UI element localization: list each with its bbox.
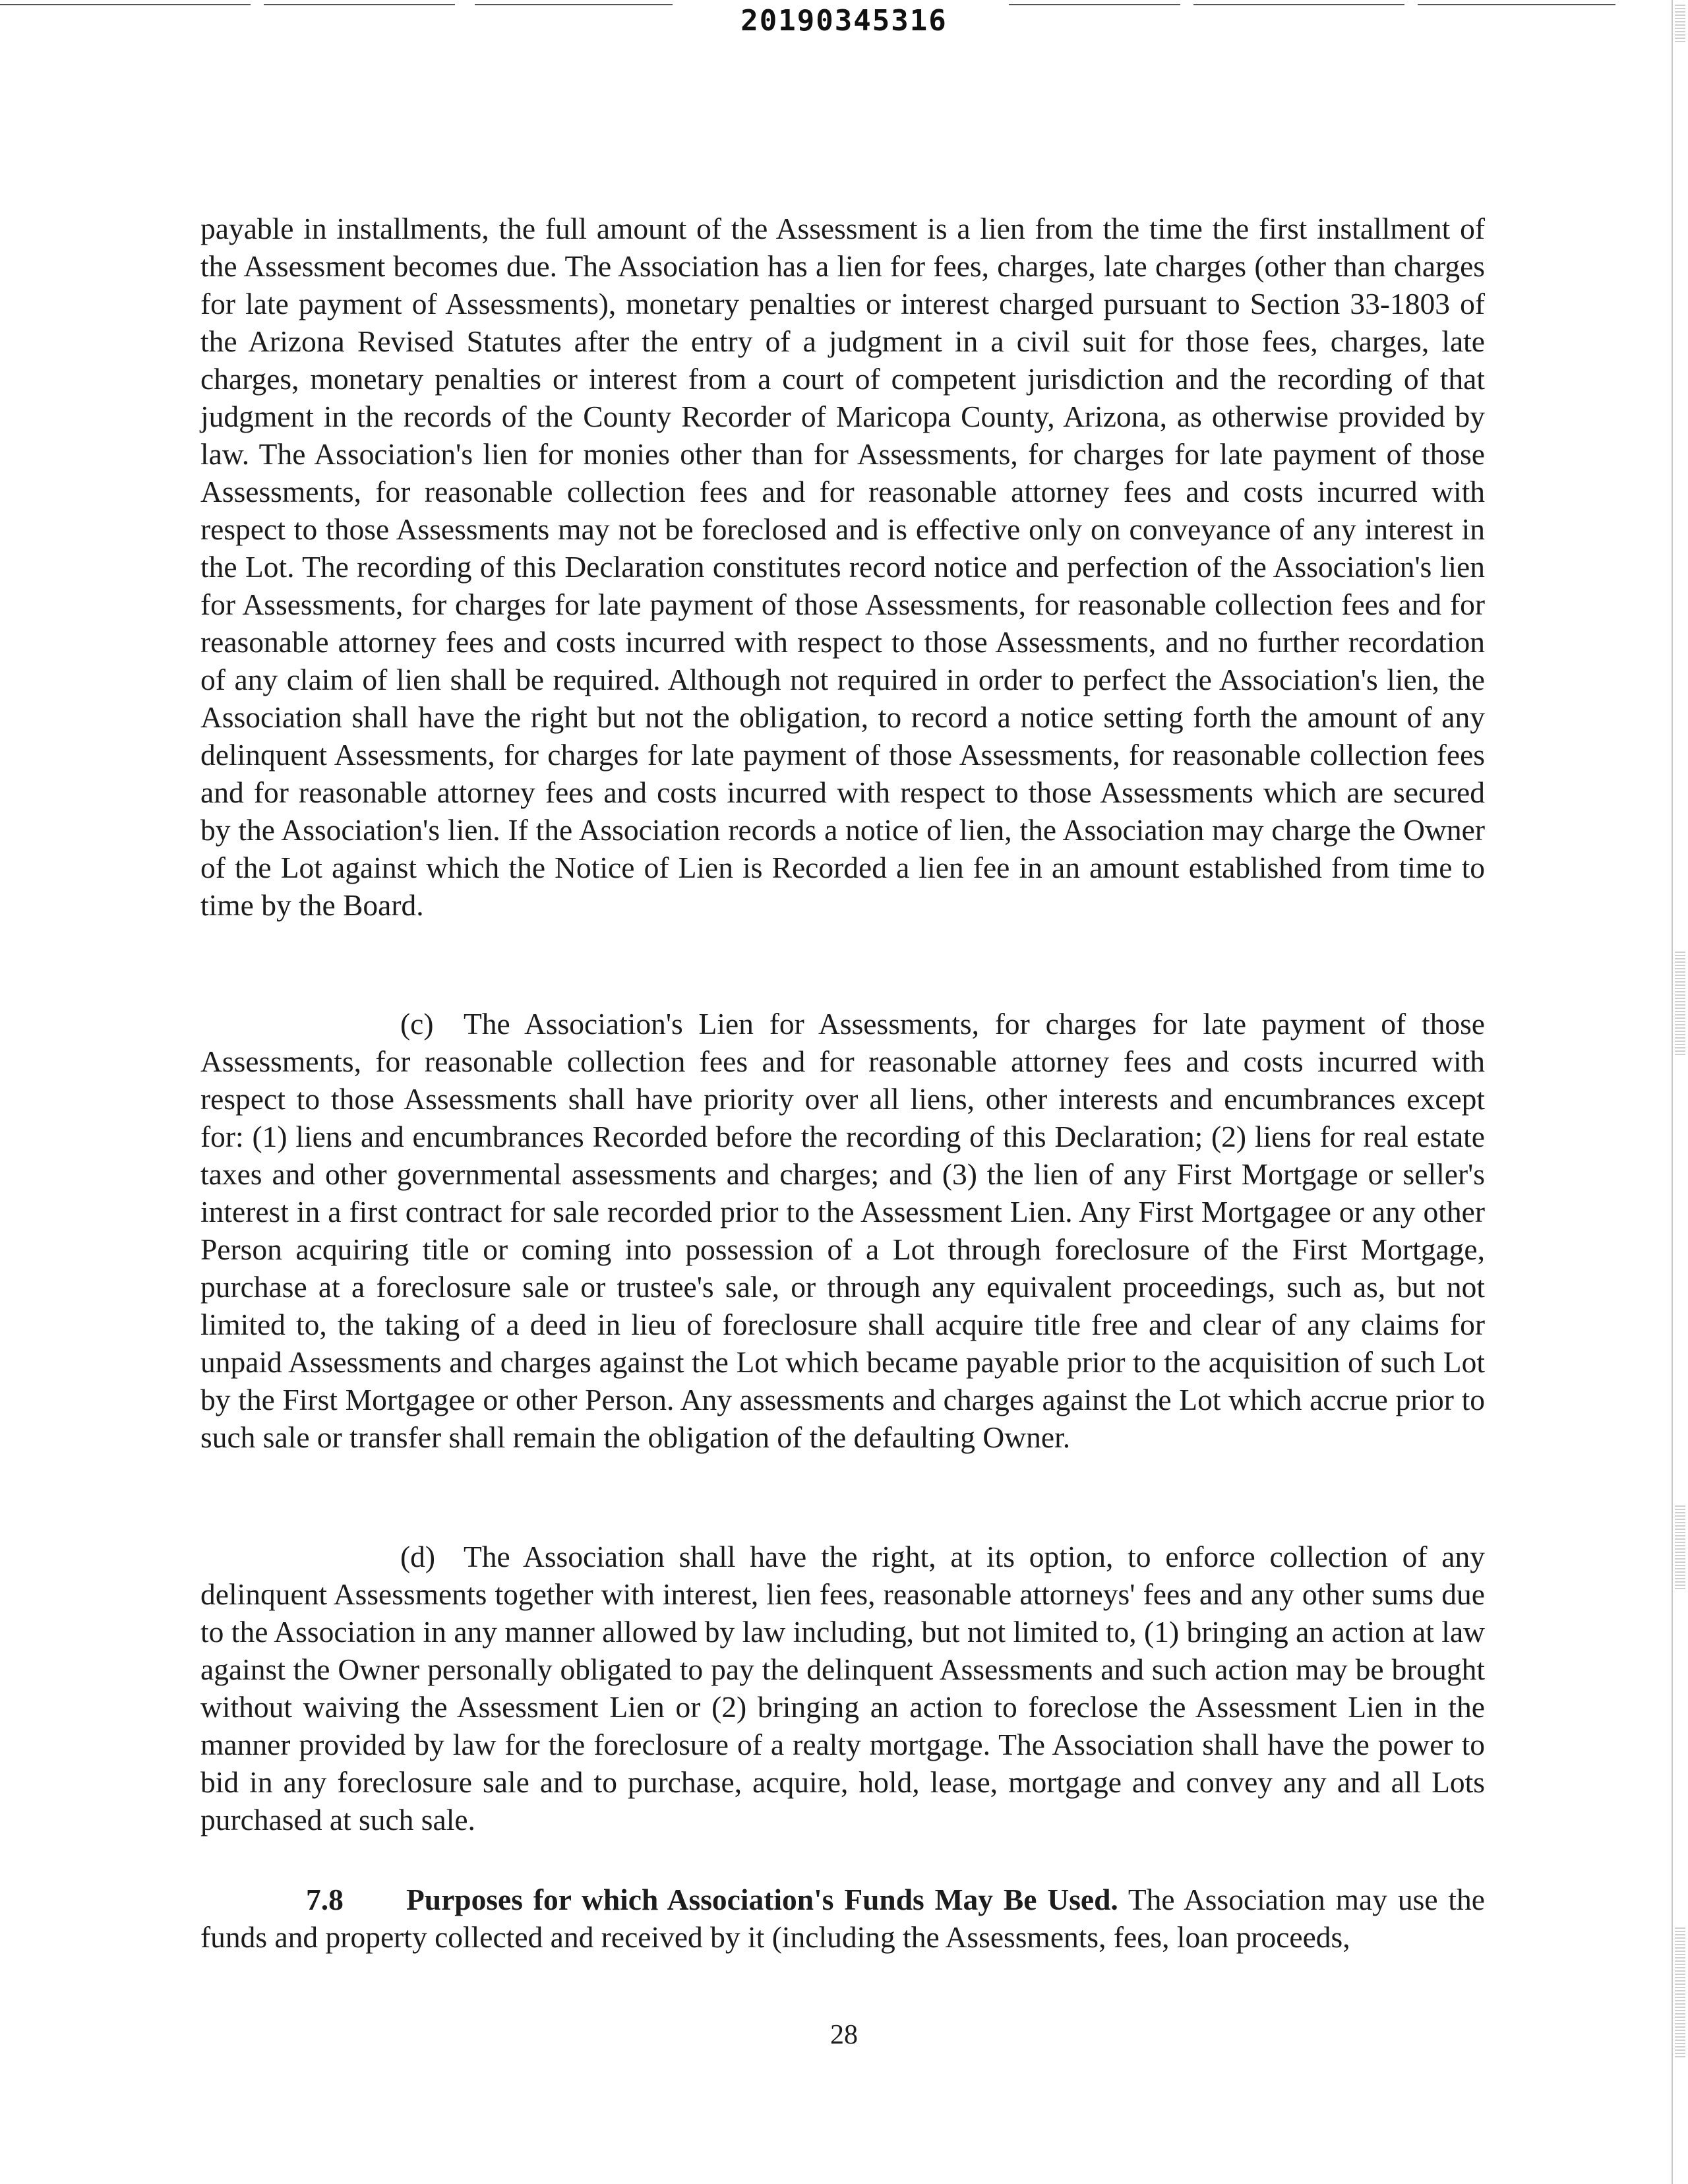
paragraph-text: The Association's Lien for Assessments, for charges for late payment of those Assessments, for reasonable collection fees and for reasonable attorney fees and costs incurred with respect to those Assessments shall have priority over all liens, other interests and encumbrances except for: (1) liens and encumbrances Recorded before the recording of this Declaration; (2) liens for real estate taxes and other governmental assessments and charges; and (3) the lien of any First Mortgage or seller's interest in a first contract for sale recorded prior to the Assessment Lien. Any First Mortgagee or any other Person acquiring title or coming into possession of a Lot through foreclosure of the First Mortgage, purchase at a foreclosure sale or trustee's sale, or through any equivalent proceedings, such as, but not limited to, the taking of a deed in lieu of foreclosure shall acquire title free and clear of any claims for unpaid Assessments and charges against the Lot which became payable prior to the acquisition of such Lot by the First Mortgagee or other Person. Any assessments and charges against the Lot which accrue prior to such sale or transfer shall remain the obligation of the defaulting Owner.	[200, 1007, 1485, 1454]
recording-number: 20190345316	[740, 4, 948, 38]
scan-artifact	[1675, 1503, 1685, 1589]
subsection-label: (c)	[400, 1007, 434, 1041]
paragraph-lien-continuation	[200, 210, 1485, 924]
paragraph-text: payable in installments, the full amount of the Assessment is a lien from the time the first installment of the Assessment becomes due. The Association has a lien for fees, charges, late charges (other than charges for late payment of Assessments), monetary penalties or interest charged pursuant to Section 33-1803 of the Arizona Revised Statutes after the entry of a judgment in a civil suit for those fees, charges, late charges, monetary penalties or interest from a court of competent jurisdiction and the recording of that judgment in the records of the County Recorder of Maricopa County, Arizona, as otherwise provided by law. The Association's lien for monies other than for Assessments, for charges for late payment of those Assessments, for reasonable collection fees and for reasonable attorney fees and costs incurred with respect to those Assessments may not be foreclosed and is effective only on conveyance of any interest in the Lot. The recording of this Declaration constitutes record notice and perfection of the Association's lien for Assessments, for charges for late payment of those Assessments, for reasonable collection fees and for reasonable attorney fees and costs incurred with respect to those Assessments, and no further recordation of any claim of lien shall be required. Although not required in order to perfect the Association's lien, the Association shall have the right but not the obligation, to record a notice setting forth the amount of any delinquent Assessments, for charges for late payment of those Assessments, for reasonable collection fees and for reasonable attorney fees and costs incurred with respect to those Assessments which are secured by the Association's lien. If the Association records a notice of lien, the Association may charge the Owner of the Lot against which the Notice of Lien is Recorded a lien fee in an amount established from time to time by the Board.	[200, 212, 1485, 922]
paragraph-d-collection	[200, 1538, 1485, 1838]
scan-edge	[1672, 0, 1673, 2184]
section-title: Purposes for which Association's Funds May Be Used.	[406, 1883, 1118, 1916]
scan-artifact	[1675, 3, 1685, 42]
page-number: 28	[830, 2020, 858, 2050]
paragraph-c-lien-priority	[200, 1005, 1485, 1456]
paragraph-text: The Association may use the funds and property collected and received by it (including the Assessments, fees, loan proceeds,	[200, 1883, 1485, 1954]
section-7-8	[200, 1881, 1485, 1956]
scan-artifact	[1675, 950, 1685, 1055]
subsection-label: (d)	[400, 1540, 436, 1573]
section-number: 7.8	[306, 1883, 344, 1916]
paragraph-text: The Association shall have the right, at its option, to enforce collection of any delinquent Assessments together with interest, lien fees, reasonable attorneys' fees and any other sums due to the Association in any manner allowed by law including, but not limited to, (1) bringing an action at law against the Owner personally obligated to pay the delinquent Assessments and such action may be brought without waiving the Assessment Lien or (2) bringing an action to foreclose the Assessment Lien in the manner provided by law for the foreclosure of a realty mortgage. The Association shall have the power to bid in any foreclosure sale and to purchase, acquire, hold, lease, mortgage and convey any and all Lots purchased at such sale.	[200, 1540, 1485, 1836]
